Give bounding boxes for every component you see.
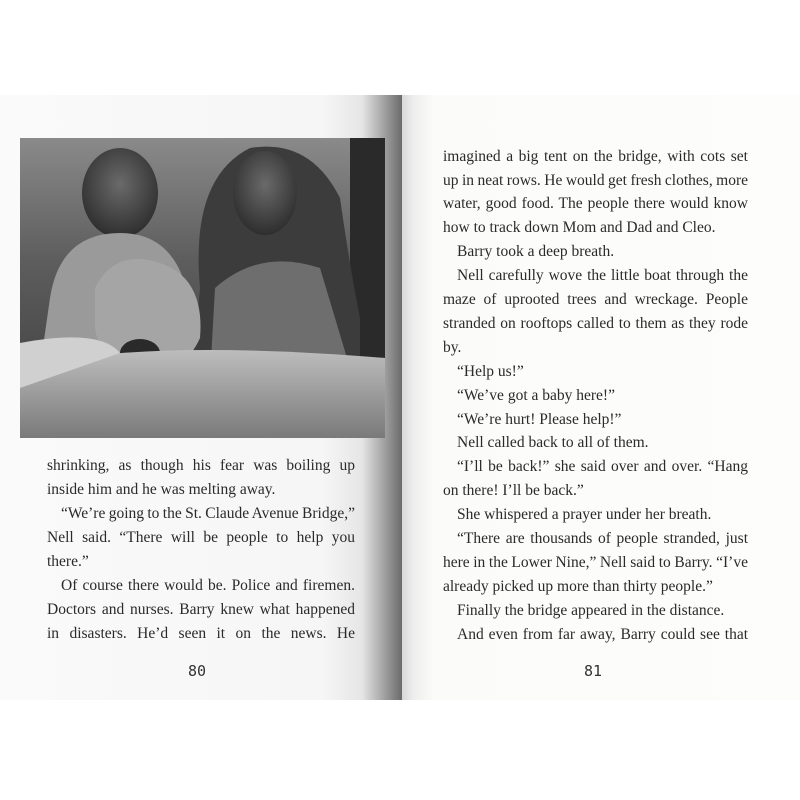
text-line: by. <box>443 339 462 356</box>
text-line: “I’ll be back!” she said over and over. “Hang <box>457 458 748 475</box>
text-line: up in neat rows. He would get fresh clothes, more <box>443 172 749 189</box>
text-line: Of course there would be. Police and firemen. <box>61 577 355 594</box>
text-line: in disasters. He’d seen it on the news. He <box>47 625 356 642</box>
text-line: inside him and he was melting away. <box>47 481 276 498</box>
text-line: here in the Lower Nine,” Nell said to Barry. “I’ve <box>443 554 748 571</box>
text-line: imagined a big tent on the bridge, with cots set <box>443 148 748 165</box>
text-line: how to track down Mom and Dad and Cleo. <box>443 219 716 236</box>
text-line: Doctors and nurses. Barry knew what happened <box>47 601 355 618</box>
text-line: stranded on rooftops called to them as they rode <box>443 315 748 332</box>
page-number: 81 <box>584 662 603 680</box>
page-number: 80 <box>188 662 207 680</box>
text-line: Nell said. “There will be people to help you <box>47 529 355 546</box>
text-line: Barry took a deep breath. <box>457 243 615 260</box>
text-line: already picked up more than thirty people.” <box>443 578 713 595</box>
text-line: She whispered a prayer under her breath. <box>457 506 712 523</box>
text-line: on there! I’ll be back.” <box>443 482 584 499</box>
left-page <box>0 95 402 700</box>
illustration-children-with-dog-in-boat <box>20 138 385 438</box>
text-line: Nell carefully wove the little boat through the <box>457 267 748 284</box>
text-line: And even from far away, Barry could see that <box>457 626 749 643</box>
text-line: there.” <box>47 553 89 570</box>
text-line: maze of uprooted trees and wreckage. People <box>443 291 748 308</box>
text-line: “Help us!” <box>457 363 524 380</box>
text-line: “There are thousands of people stranded, just <box>457 530 748 547</box>
text-line: shrinking, as though his fear was boiling up <box>47 457 355 474</box>
text-line: water, good food. The people there would know <box>443 195 748 212</box>
text-line: Nell called back to all of them. <box>457 434 649 451</box>
open-book-spread <box>0 95 800 700</box>
text-line: “We’re going to the St. Claude Avenue Bridge,” <box>61 505 355 522</box>
text-line: “We’ve got a baby here!” <box>457 387 615 404</box>
text-line: Finally the bridge appeared in the distance. <box>457 602 725 619</box>
text-line: “We’re hurt! Please help!” <box>457 411 622 428</box>
right-page <box>402 95 800 700</box>
